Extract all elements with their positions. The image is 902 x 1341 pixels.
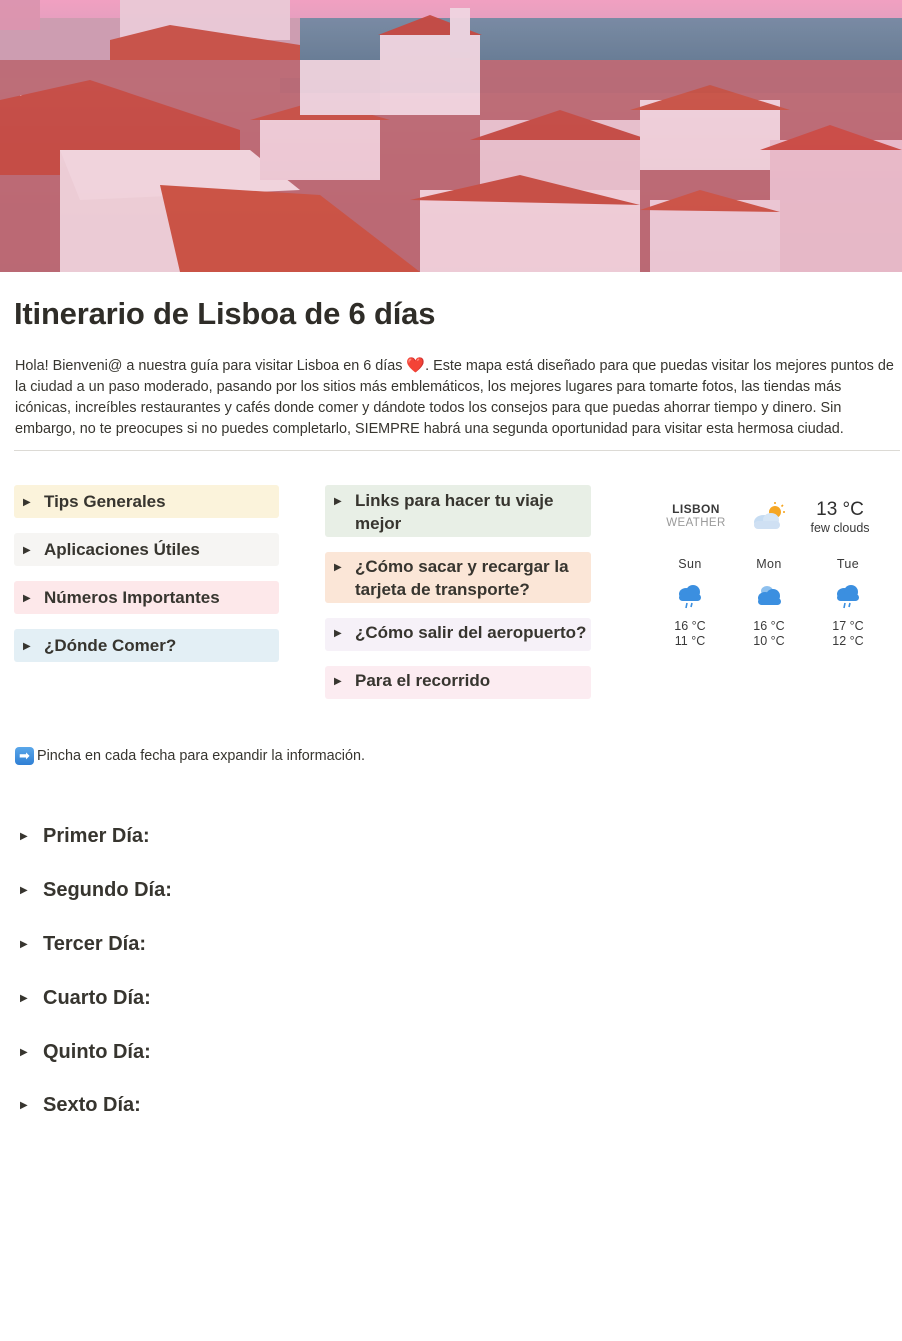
toggle-label: Números Importantes <box>44 588 220 607</box>
weather-day-name: Tue <box>836 557 860 571</box>
toggle-day-3[interactable] <box>20 933 146 956</box>
rain-cloud-icon <box>650 577 730 617</box>
day-label: Quinto Día: <box>43 1041 151 1063</box>
toggle-triangle-icon: ▶ <box>20 831 28 842</box>
expand-hint-text: Pincha en cada fecha para expandir la información. <box>37 748 365 764</box>
weather-day-name: Mon <box>756 557 782 571</box>
day-label: Sexto Día: <box>43 1094 141 1116</box>
toggle-day-1[interactable] <box>20 825 150 848</box>
toggle-day-2[interactable] <box>20 879 172 902</box>
weather-current-desc: few clouds <box>810 521 870 535</box>
day-label: Tercer Día: <box>43 933 147 955</box>
toggle-tarjeta-transporte[interactable] <box>325 552 591 603</box>
toggle-donde-comer[interactable] <box>14 629 279 662</box>
weather-day <box>729 557 809 649</box>
day-label: Cuarto Día: <box>43 987 151 1009</box>
weather-day-high: 16 °C <box>753 619 785 633</box>
weather-day-high: 17 °C <box>832 619 864 633</box>
toggle-triangle-icon: ▶ <box>23 641 31 652</box>
intro-text-start: Hola! Bienveni@ a nuestra guía para visitar Lisboa en 6 días <box>15 358 407 374</box>
toggle-salir-aeropuerto[interactable] <box>325 618 591 651</box>
lisbon-cityscape-illustration <box>0 0 902 272</box>
page-title: Itinerario de Lisboa de 6 días <box>14 296 436 331</box>
day-label: Primer Día: <box>43 825 150 847</box>
toggle-triangle-icon: ▶ <box>23 545 31 556</box>
toggle-triangle-icon: ▶ <box>334 496 342 507</box>
toggle-triangle-icon: ▶ <box>334 562 342 573</box>
partly-cloudy-icon <box>750 501 790 538</box>
toggle-triangle-icon: ▶ <box>334 676 342 687</box>
toggle-triangle-icon: ▶ <box>23 593 31 604</box>
weather-day-low: 11 °C <box>674 634 706 648</box>
toggle-label: Para el recorrido <box>355 671 491 690</box>
toggle-links-viaje[interactable] <box>325 485 591 537</box>
weather-day-low: 10 °C <box>753 634 785 648</box>
toggle-triangle-icon: ▶ <box>20 1100 28 1111</box>
weather-subtitle: WEATHER <box>666 517 726 529</box>
toggle-day-5[interactable] <box>20 1041 151 1064</box>
weather-day-low: 12 °C <box>832 634 864 648</box>
toggle-triangle-icon: ▶ <box>20 885 28 896</box>
day-label: Segundo Día: <box>43 879 172 901</box>
cloudy-icon <box>729 577 809 617</box>
toggle-aplicaciones-utiles[interactable] <box>14 533 279 566</box>
toggle-triangle-icon: ▶ <box>20 939 28 950</box>
weather-day-name: Sun <box>678 557 702 571</box>
weather-day-high: 16 °C <box>674 619 706 633</box>
toggle-label: ¿Dónde Comer? <box>44 636 177 655</box>
cover-image <box>0 0 902 272</box>
toggle-para-el-recorrido[interactable] <box>325 666 591 699</box>
toggle-numeros-importantes[interactable] <box>14 581 279 614</box>
toggle-label: ¿Cómo salir del aeropuerto? <box>355 623 587 642</box>
intro-text-end: . Este mapa está diseñado para que puedas visitar los mejores puntos de la ciudad a un paso moderado, pasando por los sitios más emblemáticos, los mejores lugares para tomarte fotos, las tiendas más icónicas, increíbles restaurantes y cafés donde comer y dándote todos los consejos para que puedas ahorrar tiempo y dinero. Sin embargo, no te preocupes si no puedes completarlo, SIEMPRE habrá una segunda oportunidad para visitar esta hermosa ciudad. <box>15 358 894 437</box>
toggle-label: Aplicaciones Útiles <box>44 540 200 559</box>
toggle-triangle-icon: ▶ <box>20 993 28 1004</box>
heart-icon: ❤️ <box>406 357 426 374</box>
right-arrow-icon: ➡ <box>15 747 34 765</box>
rain-cloud-icon <box>808 577 888 617</box>
toggle-day-6[interactable] <box>20 1094 141 1117</box>
expand-hint <box>15 747 365 765</box>
divider <box>14 450 900 451</box>
toggle-label: Tips Generales <box>44 492 166 511</box>
toggle-day-4[interactable] <box>20 987 151 1010</box>
toggle-triangle-icon: ▶ <box>20 1047 28 1058</box>
toggle-label: ¿Cómo sacar y recargar la tarjeta de transporte? <box>355 557 569 599</box>
toggle-tips-generales[interactable] <box>14 485 279 518</box>
toggle-triangle-icon: ▶ <box>23 497 31 508</box>
weather-current-temp: 13 °C <box>816 499 864 520</box>
weather-day <box>650 557 730 649</box>
weather-city: LISBON <box>672 502 720 516</box>
intro-paragraph <box>15 355 895 440</box>
weather-day <box>808 557 888 649</box>
toggle-label: Links para hacer tu viaje mejor <box>355 491 554 533</box>
toggle-triangle-icon: ▶ <box>334 628 342 639</box>
weather-widget[interactable] <box>650 495 890 665</box>
